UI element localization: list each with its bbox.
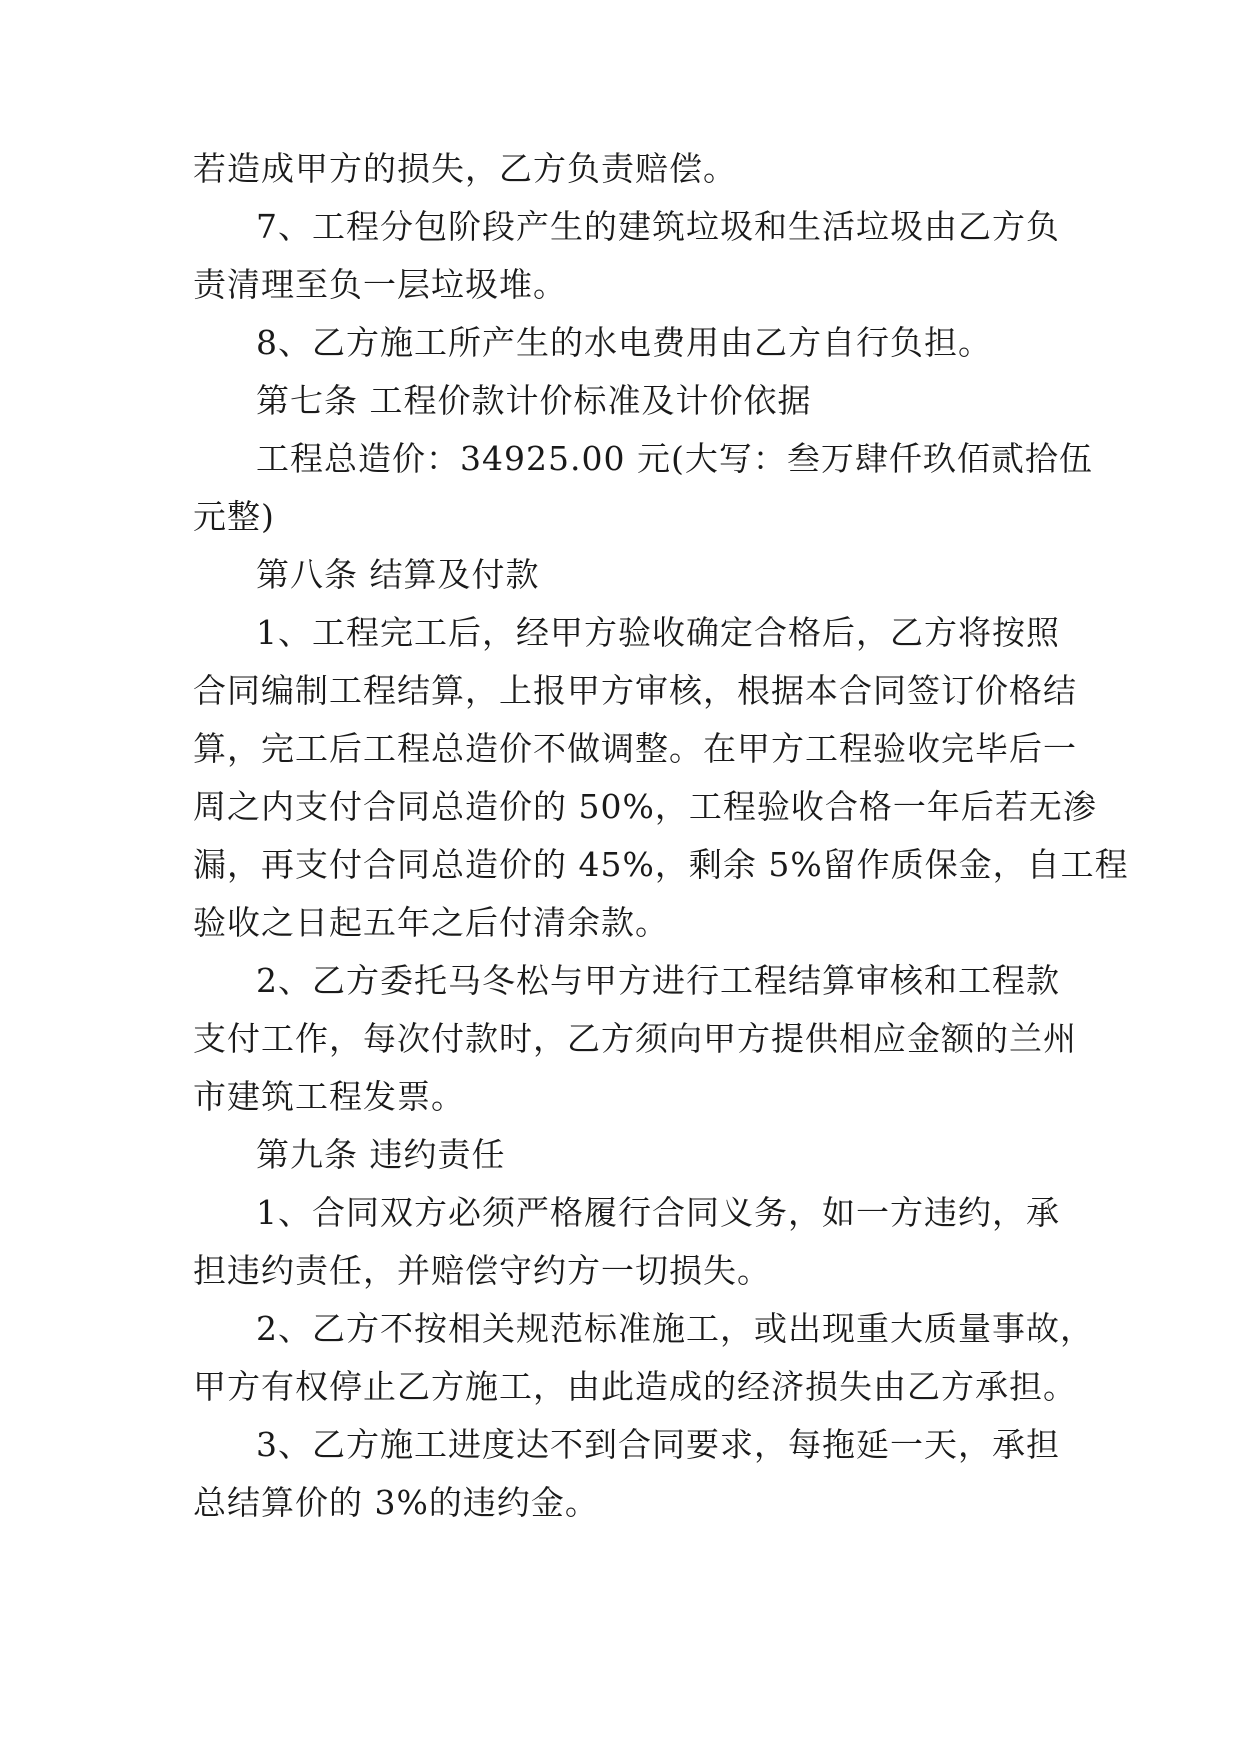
text-line: 2、乙方委托马冬松与甲方进行工程结算审核和工程款 (256, 961, 1060, 1000)
text-line: 2、乙方不按相关规范标准施工，或出现重大质量事故， (256, 1309, 1094, 1348)
text-line: 担违约责任，并赔偿守约方一切损失。 (193, 1251, 771, 1290)
section-heading: 第八条 结算及付款 (256, 555, 540, 594)
text-line: 总结算价的 3%的违约金。 (193, 1483, 599, 1522)
text-line: 3、乙方施工进度达不到合同要求，每拖延一天，承担 (256, 1425, 1060, 1464)
text-line: 工程总造价：34925.00 元(大写：叁万肆仟玖佰贰拾伍 (256, 439, 1093, 478)
text-line: 甲方有权停止乙方施工，由此造成的经济损失由乙方承担。 (193, 1367, 1077, 1406)
text-line: 周之内支付合同总造价的 50%，工程验收合格一年后若无渗 (193, 787, 1097, 826)
text-line: 市建筑工程发票。 (193, 1077, 465, 1116)
text-line: 若造成甲方的损失，乙方负责赔偿。 (193, 149, 737, 188)
text-line: 验收之日起五年之后付清余款。 (193, 903, 669, 942)
text-line: 8、乙方施工所产生的水电费用由乙方自行负担。 (256, 323, 992, 362)
text-line: 1、合同双方必须严格履行合同义务，如一方违约，承 (256, 1193, 1060, 1232)
text-line: 7、工程分包阶段产生的建筑垃圾和生活垃圾由乙方负 (256, 207, 1060, 246)
section-heading: 第七条 工程价款计价标准及计价依据 (256, 381, 812, 420)
text-line: 1、工程完工后，经甲方验收确定合格后，乙方将按照 (256, 613, 1060, 652)
section-heading: 第九条 违约责任 (256, 1135, 506, 1174)
text-line: 责清理至负一层垃圾堆。 (193, 265, 567, 304)
text-line: 算，完工后工程总造价不做调整。在甲方工程验收完毕后一 (193, 729, 1077, 768)
text-line: 支付工作，每次付款时，乙方须向甲方提供相应金额的兰州 (193, 1019, 1077, 1058)
text-line: 元整) (193, 497, 275, 536)
text-line: 合同编制工程结算，上报甲方审核，根据本合同签订价格结 (193, 671, 1077, 710)
text-line: 漏，再支付合同总造价的 45%，剩余 5%留作质保金，自工程 (193, 845, 1129, 884)
